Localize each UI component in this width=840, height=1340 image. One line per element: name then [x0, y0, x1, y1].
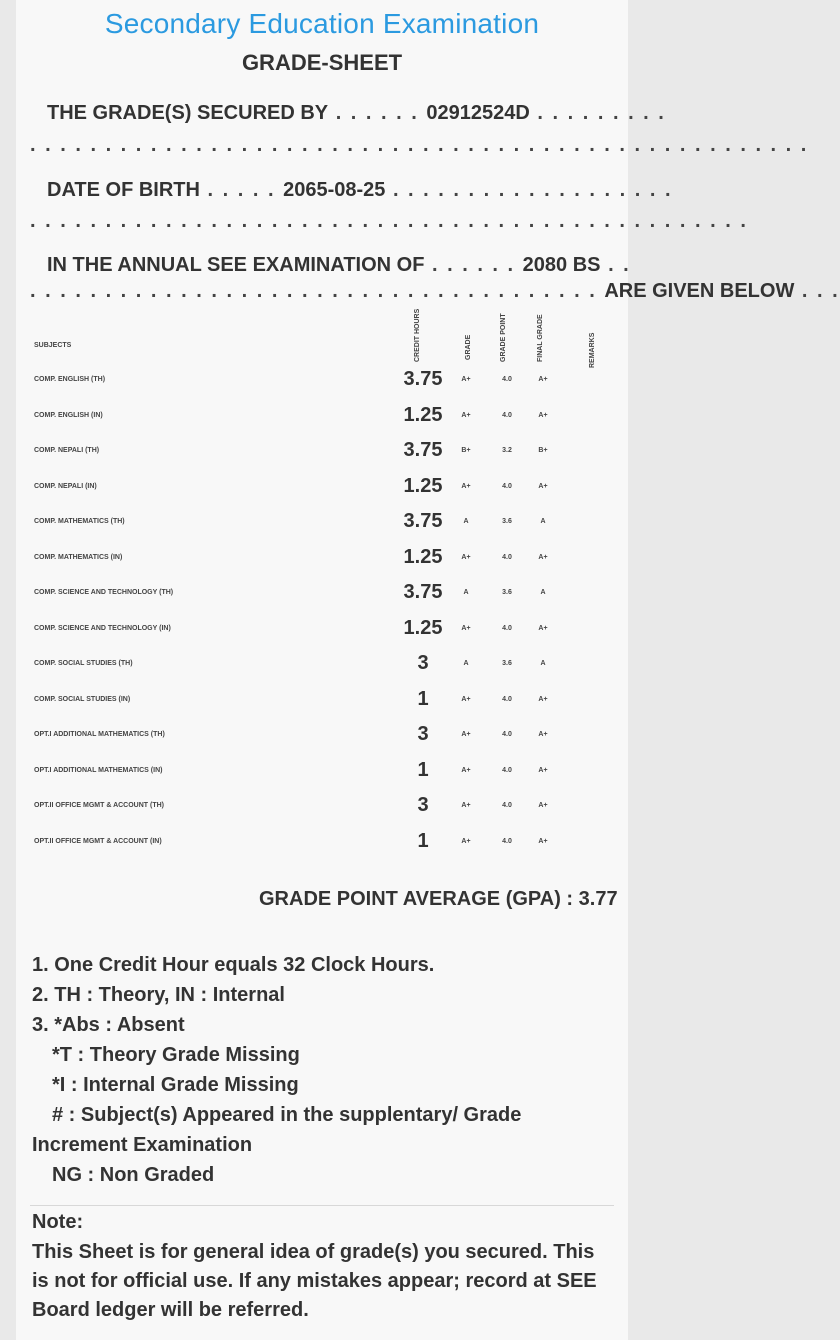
grade-cell: A+ [461, 766, 471, 774]
credit-hours-cell: 3 [417, 652, 429, 674]
table-row [16, 473, 628, 503]
footer-line: Board ledger will be referred. [32, 1299, 309, 1321]
credit-hours-cell: 1.25 [403, 616, 443, 639]
grade-cell: A [463, 589, 469, 596]
sheet-subtitle: GRADE-SHEET [241, 50, 403, 75]
final-grade-cell: A+ [538, 482, 548, 490]
subject-cell: OPT.II OFFICE MGMT & ACCOUNT (TH) [34, 802, 165, 809]
symbol-number: 02912524D [426, 102, 530, 124]
final-grade-cell: A+ [538, 731, 548, 738]
exam-title: Secondary Education Examination [104, 8, 540, 39]
dob-value: 2065-08-25 [283, 179, 386, 201]
grade-cell: A+ [461, 411, 471, 419]
credit-hours-cell: 1 [417, 829, 429, 852]
grade-point-cell: 4.0 [502, 624, 512, 632]
final-grade-cell: B+ [538, 447, 548, 454]
subject-cell: COMP. SCIENCE AND TECHNOLOGY (TH) [34, 589, 174, 596]
exam-year: 2080 BS [522, 254, 601, 276]
final-grade-cell: A [540, 589, 546, 596]
grade-cell: A [463, 518, 469, 525]
grade-point-cell: 3.6 [502, 589, 512, 596]
subject-cell: COMP. NEPALI (TH) [34, 447, 100, 454]
credit-hours-cell: 3 [417, 794, 429, 816]
subject-cell: COMP. MATHEMATICS (TH) [34, 518, 125, 525]
table-row [16, 579, 628, 609]
given-below-line: . . . . . . . . . . . . . . . . . . . . . . . . . . . . . . . . . . . . . . ARE GIVEN BELOW . . . [30, 280, 840, 302]
credit-hours-cell: 1.25 [403, 403, 443, 426]
grade-cell: A+ [461, 837, 471, 845]
credit-hours-cell: 1.25 [403, 474, 443, 497]
subject-cell: COMP. SOCIAL STUDIES (TH) [34, 660, 133, 667]
footer-line: This Sheet is for general idea of grade(s) you secured. This [32, 1241, 595, 1263]
grade-sheet [16, 0, 840, 1340]
remarks-header: REMARKS [589, 332, 596, 368]
grade-cell: A+ [461, 802, 471, 809]
given-below-text: ARE GIVEN BELOW [604, 280, 795, 302]
table-row [16, 366, 628, 396]
grade-header: GRADE [465, 334, 472, 360]
table-row [16, 402, 628, 432]
grade-point-cell: 3.2 [502, 447, 512, 454]
grade-point-header: GRADE POINT [500, 313, 507, 362]
table-row [16, 544, 628, 574]
table-row [16, 757, 628, 787]
table-row [16, 437, 628, 467]
grade-cell: A+ [461, 695, 471, 703]
subjects-header: SUBJECTS [34, 342, 72, 349]
note-item: 1. One Credit Hour equals 32 Clock Hours. [32, 954, 435, 976]
final-grade-cell: A+ [538, 411, 548, 419]
grade-cell: B+ [461, 447, 471, 454]
note-item: NG : Non Graded [52, 1164, 215, 1186]
dob-label: DATE OF BIRTH [47, 179, 200, 201]
grade-point-cell: 4.0 [502, 766, 512, 774]
note-item: 2. TH : Theory, IN : Internal [32, 984, 285, 1006]
credit-hours-cell: 1 [417, 758, 429, 781]
subject-cell: COMP. ENGLISH (TH) [34, 376, 106, 383]
dots-line: . . . . . . . . . . . . . . . . . . . . . . . . . . . . . . . . . . . . . . . . . . . . . . . . [30, 210, 748, 232]
grade-cell: A+ [461, 731, 471, 738]
subject-cell: COMP. SCIENCE AND TECHNOLOGY (IN) [34, 624, 171, 632]
credit-hours-cell: 1 [417, 687, 429, 710]
final-grade-header: FINAL GRADE [537, 314, 544, 362]
subject-cell: COMP. MATHEMATICS (IN) [34, 553, 123, 561]
final-grade-cell: A+ [538, 695, 548, 703]
secured-by-label: THE GRADE(S) SECURED BY [47, 102, 329, 124]
secured-by-line: THE GRADE(S) SECURED BY . . . . . . 02912524D . . . . . . . . . [47, 102, 666, 124]
table-row [16, 721, 628, 751]
final-grade-cell: A [540, 660, 546, 667]
note-item: Increment Examination [32, 1134, 253, 1156]
final-grade-cell: A+ [538, 553, 548, 561]
subject-cell: OPT.II OFFICE MGMT & ACCOUNT (IN) [34, 837, 162, 845]
grade-point-cell: 4.0 [502, 482, 512, 490]
table-row [16, 828, 628, 858]
final-grade-cell: A+ [538, 766, 548, 774]
credit-hours-cell: 3.75 [403, 581, 443, 603]
subject-cell: OPT.I ADDITIONAL MATHEMATICS (IN) [34, 766, 163, 774]
grade-point-cell: 4.0 [502, 411, 512, 419]
credit-hours-cell: 3.75 [403, 368, 443, 390]
exam-line: IN THE ANNUAL SEE EXAMINATION OF . . . . . . 2080 BS . . [47, 254, 631, 276]
credit-hours-header: CREDIT HOURS [414, 308, 421, 362]
final-grade-cell: A+ [538, 376, 548, 383]
grade-point-cell: 4.0 [502, 553, 512, 561]
final-grade-cell: A+ [538, 837, 548, 845]
final-grade-cell: A+ [538, 624, 548, 632]
table-row [16, 508, 628, 538]
grade-point-cell: 4.0 [502, 802, 512, 809]
divider [30, 1205, 614, 1206]
note-label: Note: [32, 1211, 84, 1233]
subject-cell: COMP. ENGLISH (IN) [34, 411, 103, 419]
grade-point-cell: 4.0 [502, 731, 512, 738]
final-grade-cell: A+ [538, 802, 548, 809]
credit-hours-cell: 3.75 [403, 439, 443, 461]
note-item: *I : Internal Grade Missing [52, 1074, 299, 1096]
grade-cell: A+ [461, 624, 471, 632]
final-grade-cell: A [540, 518, 546, 525]
credit-hours-cell: 3.75 [403, 510, 443, 532]
exam-label: IN THE ANNUAL SEE EXAMINATION OF [47, 254, 425, 276]
credit-hours-cell: 1.25 [403, 545, 443, 568]
grade-point-cell: 3.6 [502, 660, 512, 667]
table-row [16, 686, 628, 716]
grade-cell: A+ [461, 553, 471, 561]
note-item: # : Subject(s) Appeared in the supplentary/ Grade [52, 1104, 522, 1126]
subject-cell: COMP. SOCIAL STUDIES (IN) [34, 695, 131, 703]
subject-cell: COMP. NEPALI (IN) [34, 482, 97, 490]
gpa-text: GRADE POINT AVERAGE (GPA) : 3.77 [259, 888, 618, 910]
dots-line: . . . . . . . . . . . . . . . . . . . . . . . . . . . . . . . . . . . . . . . . . . . . . . . . . . . . [30, 134, 809, 156]
table-row [16, 615, 628, 645]
footer-line: is not for official use. If any mistakes appear; record at SEE [32, 1270, 597, 1292]
note-item: 3. *Abs : Absent [32, 1014, 185, 1036]
grade-point-cell: 4.0 [502, 376, 512, 383]
table-row [16, 650, 628, 680]
credit-hours-cell: 3 [417, 723, 429, 745]
grade-cell: A [463, 660, 469, 667]
subject-cell: OPT.I ADDITIONAL MATHEMATICS (TH) [34, 731, 165, 738]
dob-line: DATE OF BIRTH . . . . . 2065-08-25 . . . . . . . . . . . . . . . . . . . [47, 179, 673, 201]
grade-cell: A+ [461, 376, 471, 383]
grade-point-cell: 4.0 [502, 837, 512, 845]
grade-point-cell: 3.6 [502, 518, 512, 525]
table-row [16, 792, 628, 822]
grade-cell: A+ [461, 482, 471, 490]
note-item: *T : Theory Grade Missing [52, 1044, 300, 1066]
grade-point-cell: 4.0 [502, 695, 512, 703]
